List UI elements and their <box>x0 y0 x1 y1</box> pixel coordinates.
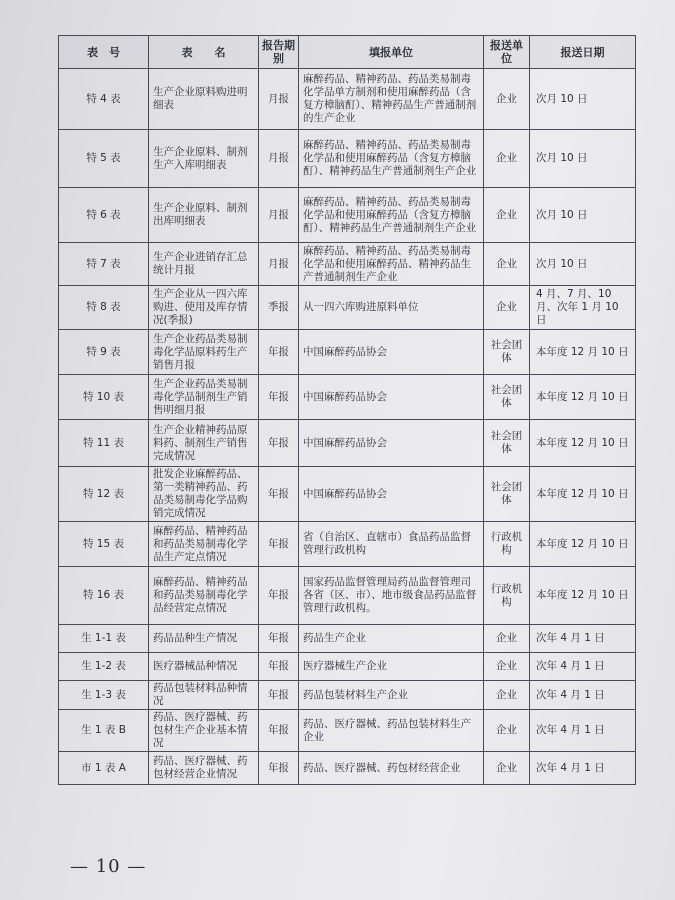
row-unit: 麻醉药品、精神药品、药品类易制毒化学品和使用麻醉药品（含复方樟脑酊）、精神药品生产普通制剂生产企业 <box>299 188 484 243</box>
row-date: 次月 10 日 <box>530 130 636 188</box>
row-date: 本年度 12 月 10 日 <box>530 330 636 375</box>
row-report-unit: 社会团体 <box>484 420 530 467</box>
row-code: 特 11 表 <box>59 420 149 467</box>
table-row <box>59 243 636 286</box>
row-unit: 医疗器械生产企业 <box>299 653 484 681</box>
row-period: 年报 <box>259 752 299 785</box>
row-code: 特 4 表 <box>59 69 149 130</box>
table-row <box>59 522 636 567</box>
row-unit: 药品、医疗器械、药品包装材料生产企业 <box>299 710 484 752</box>
row-period: 月报 <box>259 69 299 130</box>
row-date: 次年 4 月 1 日 <box>530 625 636 653</box>
row-date: 本年度 12 月 10 日 <box>530 467 636 522</box>
row-unit: 药品生产企业 <box>299 625 484 653</box>
row-period: 年报 <box>259 330 299 375</box>
row-report-unit: 企业 <box>484 243 530 286</box>
row-report-unit: 行政机构 <box>484 567 530 625</box>
table-row <box>59 188 636 243</box>
row-code: 特 5 表 <box>59 130 149 188</box>
row-period: 年报 <box>259 375 299 420</box>
row-code: 特 8 表 <box>59 286 149 330</box>
row-date: 4 月、7 月、10 月、次年 1 月 10 日 <box>530 286 636 330</box>
header-date: 报送日期 <box>530 36 636 69</box>
row-unit: 中国麻醉药品协会 <box>299 375 484 420</box>
row-name: 药品包装材料品种情况 <box>149 681 259 710</box>
report-table <box>58 35 636 785</box>
row-report-unit: 企业 <box>484 752 530 785</box>
row-date: 本年度 12 月 10 日 <box>530 522 636 567</box>
row-report-unit: 社会团体 <box>484 467 530 522</box>
row-unit: 药品、医疗器械、药包材经营企业 <box>299 752 484 785</box>
header-report-unit: 报送单位 <box>484 36 530 69</box>
header-unit: 填报单位 <box>299 36 484 69</box>
row-report-unit: 企业 <box>484 188 530 243</box>
table-row <box>59 567 636 625</box>
row-name: 生产企业从一四六库购进、使用及库存情况(季报) <box>149 286 259 330</box>
row-code: 生 1 表 B <box>59 710 149 752</box>
row-period: 月报 <box>259 188 299 243</box>
row-date: 本年度 12 月 10 日 <box>530 567 636 625</box>
row-report-unit: 社会团体 <box>484 330 530 375</box>
row-report-unit: 企业 <box>484 130 530 188</box>
row-unit: 麻醉药品、精神药品、药品类易制毒化学品和使用麻醉药品、精神药品生产普通制剂生产企业 <box>299 243 484 286</box>
table-row <box>59 653 636 681</box>
row-date: 次年 4 月 1 日 <box>530 752 636 785</box>
row-unit: 省（自治区、直辖市）食品药品监督管理行政机构 <box>299 522 484 567</box>
row-name: 麻醉药品、精神药品和药品类易制毒化学品生产定点情况 <box>149 522 259 567</box>
row-date: 本年度 12 月 10 日 <box>530 375 636 420</box>
row-date: 次月 10 日 <box>530 243 636 286</box>
header-name: 表 名 <box>149 36 259 69</box>
row-code: 特 6 表 <box>59 188 149 243</box>
row-unit: 中国麻醉药品协会 <box>299 330 484 375</box>
row-report-unit: 企业 <box>484 625 530 653</box>
table-row <box>59 69 636 130</box>
row-code: 特 12 表 <box>59 467 149 522</box>
row-report-unit: 企业 <box>484 653 530 681</box>
table-body <box>59 69 636 785</box>
row-unit: 中国麻醉药品协会 <box>299 467 484 522</box>
row-name: 药品、医疗器械、药包材经营企业情况 <box>149 752 259 785</box>
row-name: 生产企业原料购进明细表 <box>149 69 259 130</box>
row-code: 市 1 表 A <box>59 752 149 785</box>
row-period: 年报 <box>259 653 299 681</box>
row-report-unit: 企业 <box>484 286 530 330</box>
row-name: 药品、医疗器械、药包材生产企业基本情况 <box>149 710 259 752</box>
row-period: 年报 <box>259 625 299 653</box>
row-code: 特 15 表 <box>59 522 149 567</box>
row-code: 特 7 表 <box>59 243 149 286</box>
row-period: 年报 <box>259 681 299 710</box>
row-report-unit: 社会团体 <box>484 375 530 420</box>
row-name: 生产企业进销存汇总统计月报 <box>149 243 259 286</box>
row-code: 生 1-3 表 <box>59 681 149 710</box>
report-table-container <box>58 35 635 785</box>
header-code: 表 号 <box>59 36 149 69</box>
row-unit: 中国麻醉药品协会 <box>299 420 484 467</box>
row-date: 次月 10 日 <box>530 69 636 130</box>
row-unit: 从一四六库购进原料单位 <box>299 286 484 330</box>
row-date: 次月 10 日 <box>530 188 636 243</box>
row-name: 生产企业精神药品原料药、制剂生产销售完成情况 <box>149 420 259 467</box>
row-date: 次年 4 月 1 日 <box>530 681 636 710</box>
row-period: 季报 <box>259 286 299 330</box>
table-row <box>59 375 636 420</box>
row-name: 生产企业原料、制剂生产入库明细表 <box>149 130 259 188</box>
table-row <box>59 330 636 375</box>
table-header-row <box>59 36 636 69</box>
row-period: 月报 <box>259 130 299 188</box>
table-row <box>59 625 636 653</box>
table-row <box>59 710 636 752</box>
row-period: 年报 <box>259 710 299 752</box>
row-unit: 麻醉药品、精神药品、药品类易制毒化学品单方制剂和使用麻醉药品（含复方樟脑酊）、精神药品生产普通制剂的生产企业 <box>299 69 484 130</box>
table-row <box>59 681 636 710</box>
row-period: 年报 <box>259 467 299 522</box>
header-period: 报告期别 <box>259 36 299 69</box>
row-period: 年报 <box>259 420 299 467</box>
row-code: 特 10 表 <box>59 375 149 420</box>
row-date: 次年 4 月 1 日 <box>530 653 636 681</box>
row-code: 生 1-2 表 <box>59 653 149 681</box>
row-code: 生 1-1 表 <box>59 625 149 653</box>
row-report-unit: 行政机构 <box>484 522 530 567</box>
table-row <box>59 467 636 522</box>
page-number: — 10 — <box>70 856 147 877</box>
table-row <box>59 286 636 330</box>
row-report-unit: 企业 <box>484 710 530 752</box>
row-code: 特 9 表 <box>59 330 149 375</box>
table-row <box>59 130 636 188</box>
row-name: 生产企业药品类易制毒化学品制剂生产销售明细月报 <box>149 375 259 420</box>
row-period: 年报 <box>259 522 299 567</box>
row-name: 生产企业原料、制剂出库明细表 <box>149 188 259 243</box>
row-unit: 药品包装材料生产企业 <box>299 681 484 710</box>
row-name: 生产企业药品类易制毒化学品原料药生产销售月报 <box>149 330 259 375</box>
table-row <box>59 420 636 467</box>
row-code: 特 16 表 <box>59 567 149 625</box>
row-period: 年报 <box>259 567 299 625</box>
row-name: 麻醉药品、精神药品和药品类易制毒化学品经营定点情况 <box>149 567 259 625</box>
row-report-unit: 企业 <box>484 681 530 710</box>
row-name: 医疗器械品种情况 <box>149 653 259 681</box>
row-date: 次年 4 月 1 日 <box>530 710 636 752</box>
row-report-unit: 企业 <box>484 69 530 130</box>
row-period: 月报 <box>259 243 299 286</box>
table-row <box>59 752 636 785</box>
row-name: 批发企业麻醉药品、第一类精神药品、药品类易制毒化学品购销完成情况 <box>149 467 259 522</box>
row-name: 药品品种生产情况 <box>149 625 259 653</box>
row-unit: 国家药品监督管理局药品监督管理司 各省（区、市）、地市级食品药品监督管理行政机构。 <box>299 567 484 625</box>
row-unit: 麻醉药品、精神药品、药品类易制毒化学品和使用麻醉药品（含复方樟脑酊）、精神药品生产普通制剂生产企业 <box>299 130 484 188</box>
row-date: 本年度 12 月 10 日 <box>530 420 636 467</box>
